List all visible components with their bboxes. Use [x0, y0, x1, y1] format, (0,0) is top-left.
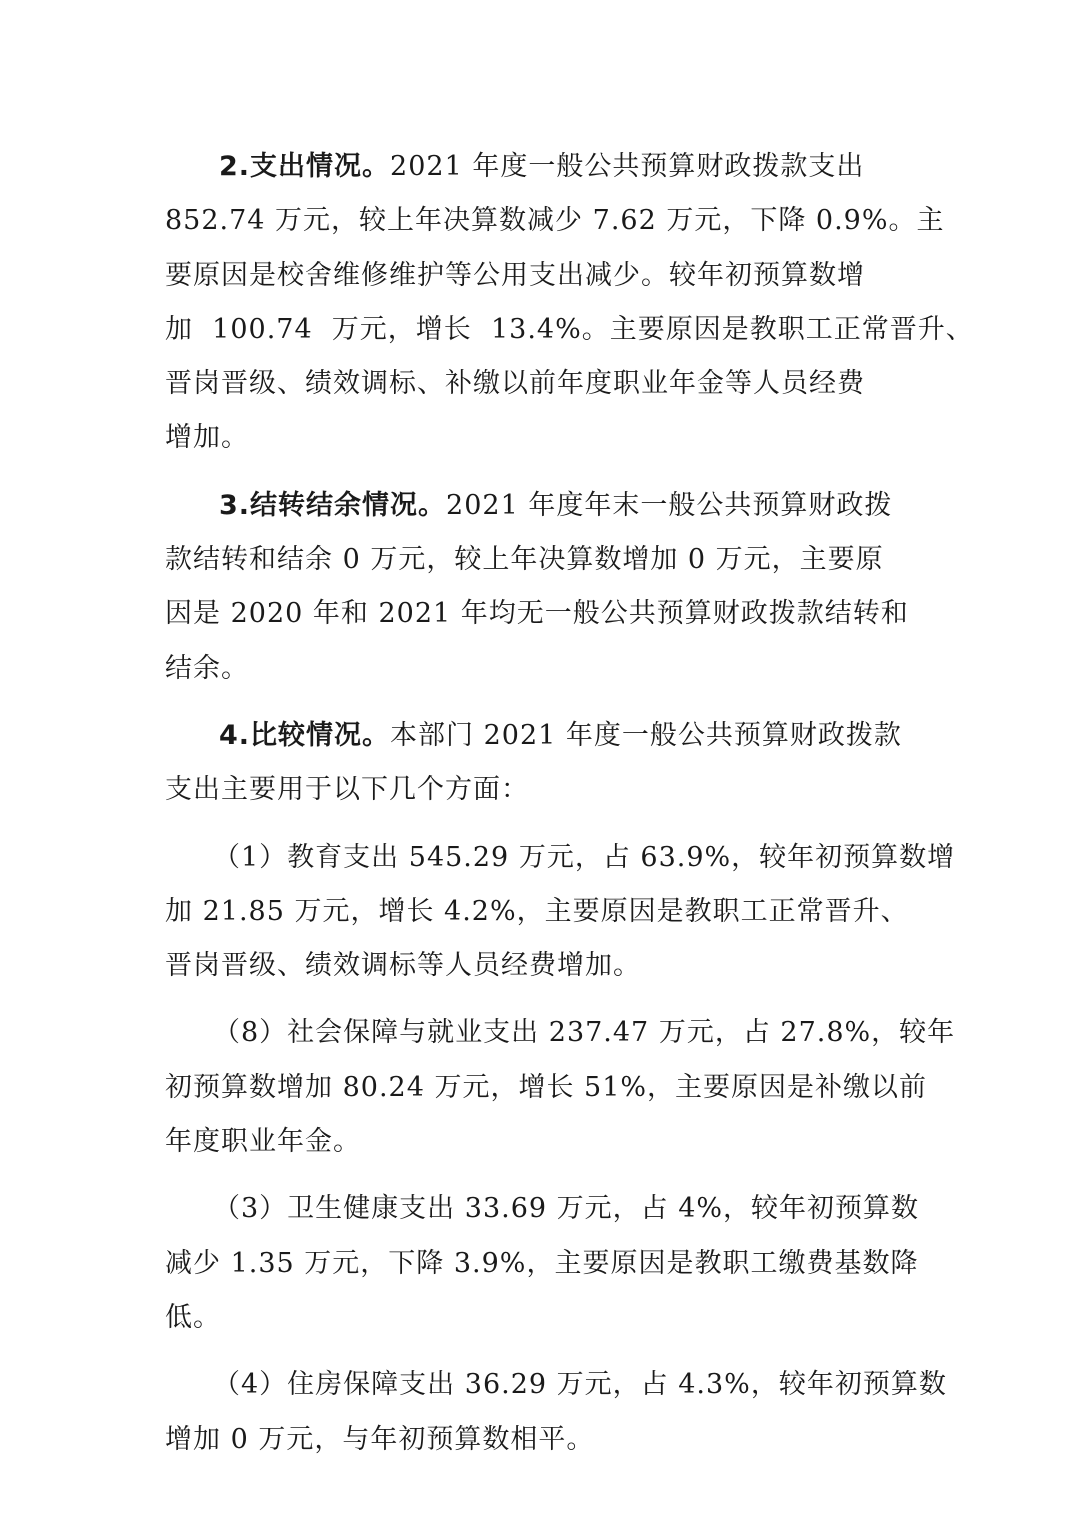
text-line: [165, 140, 925, 194]
text-line: 结余。: [165, 652, 249, 684]
text-line: （4）住房保障支出 36.29 万元，占 4.3%，较年初预算数: [213, 1369, 947, 1401]
text-line: 晋岗晋级、绩效调标等人员经费增加。: [165, 950, 641, 982]
section-heading: 4.比较情况。: [219, 719, 391, 751]
text-line: 增加。: [165, 422, 249, 454]
text-line: 要原因是校舍维修维护等公用支出减少。较年初预算数增: [165, 259, 865, 291]
text-line: 低。: [165, 1301, 221, 1333]
text-line: 初预算数增加 80.24 万元，增长 51%，主要原因是补缴以前: [165, 1071, 928, 1103]
text-line: （3）卫生健康支出 33.69 万元，占 4%，较年初预算数: [213, 1193, 920, 1225]
text-line: 晋岗晋级、绩效调标、补缴以前年度职业年金等人员经费: [165, 368, 865, 400]
text-line: 增加 0 万元，与年初预算数相平。: [165, 1423, 595, 1455]
line-text: 2021 年度一般公共预算财政拨款支出: [390, 151, 865, 182]
text-line: 加 100.74 万元，增长 13.4%。主要原因是教职工正常晋升、: [165, 313, 974, 345]
line-text: 2021 年度年末一般公共预算财政拨: [446, 489, 893, 521]
text-line: 因是 2020 年和 2021 年均无一般公共预算财政拨款结转和: [165, 598, 909, 630]
paragraph-comparison: [165, 709, 925, 818]
text-line: （1）教育支出 545.29 万元，占 63.9%，较年初预算数增: [213, 841, 956, 873]
text-line: 款结转和结余 0 万元，较上年决算数增加 0 万元，主要原: [165, 544, 884, 576]
text-line: 年度职业年金。: [165, 1126, 361, 1158]
text-line: 减少 1.35 万元，下降 3.9%，主要原因是教职工缴费基数降: [165, 1247, 919, 1279]
document-body: [165, 140, 974, 1480]
text-line: [165, 709, 925, 763]
section-heading: 2.支出情况。: [219, 151, 391, 182]
paragraph-carryover: [165, 479, 925, 696]
text-line: （8）社会保障与就业支出 237.47 万元，占 27.8%，较年: [213, 1017, 956, 1049]
text-line: 加 21.85 万元，增长 4.2%，主要原因是教职工正常晋升、: [165, 895, 909, 927]
text-line: 支出主要用于以下几个方面：: [165, 774, 529, 806]
line-text: 本部门 2021 年度一般公共预算财政拨款: [390, 719, 902, 751]
paragraph-item-housing: [165, 1358, 947, 1467]
paragraph-item-education: [165, 831, 956, 994]
paragraph-item-health: [165, 1182, 925, 1345]
section-heading: 3.结转结余情况。: [219, 489, 447, 521]
paragraph-expenditure: [165, 140, 974, 466]
paragraph-item-social-security: [165, 1006, 956, 1169]
text-line: 852.74 万元，较上年决算数减少 7.62 万元，下降 0.9%。主: [165, 205, 945, 237]
text-line: [165, 479, 925, 533]
